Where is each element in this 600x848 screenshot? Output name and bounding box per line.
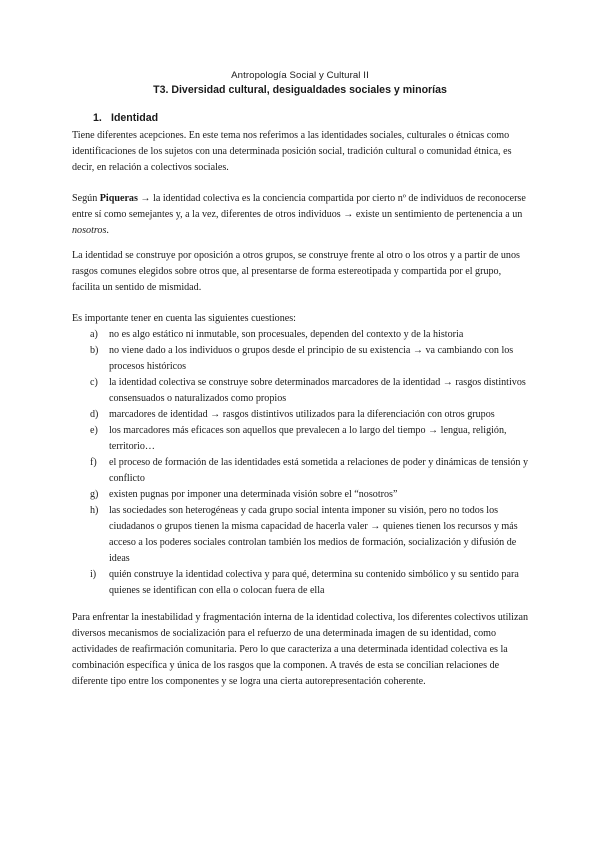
list-marker: b) xyxy=(90,345,99,356)
paragraph-definition: Tiene diferentes acepciones. En este tema nos referimos a las identidades sociales, culturales o étnicas como identificaciones de los sujetos con una determinada posición social, tradición cultural o comunidad étnica, es decir, en relación a colectivos sociales. xyxy=(72,130,512,173)
list-item xyxy=(72,487,530,503)
list-item-text: la identidad colectiva se construye sobre determinados marcadores de la identidad → rasgos distintivos consensuados o naturalizados como propios xyxy=(109,377,526,404)
paragraph-end: . xyxy=(106,225,109,236)
list-marker: i) xyxy=(90,569,97,580)
section-number: 1. xyxy=(93,112,102,124)
list-item-text: no viene dado a los individuos o grupos desde el principio de su existencia → va cambiando con los procesos históricos xyxy=(109,345,514,372)
list-marker: e) xyxy=(90,425,98,436)
paragraph-body: → la identidad colectiva es la conciencia compartida por cierto nº de individuos de reconocerse entre sí como semejantes y, a la vez, diferentes de otros individuos → existe un sentimiento de pertenencia a un xyxy=(72,193,526,220)
section-title: Identidad xyxy=(111,112,159,124)
list-item-text: las sociedades son heterogéneas y cada grupo social intenta imponer su visión, pero no todos los ciudadanos o grupos tienen la misma capacidad de hacerla valer → quienes tienen los recursos y más acceso a los poderes sociales controlan también los medios de formación, socialización y difusión de ideas xyxy=(109,505,518,564)
list-marker: d) xyxy=(90,409,99,420)
emphasized-term: nosotros xyxy=(72,225,107,236)
list-item xyxy=(72,423,530,455)
course-name: Antropología Social y Cultural II xyxy=(231,70,369,81)
list-item xyxy=(72,503,530,567)
paragraph-list-intro: Es importante tener en cuenta las siguientes cuestiones: xyxy=(72,313,296,324)
list-item xyxy=(72,375,530,407)
paragraph-prefix: Según xyxy=(72,193,100,204)
list-item xyxy=(72,343,530,375)
list-marker: g) xyxy=(90,489,99,500)
issues-list xyxy=(72,327,530,599)
paragraph-construction: La identidad se construye por oposición a otros grupos, se construye frente al otro o los otros y a partir de unos rasgos comunes elegidos sobre otros que, al presentarse de forma estereotipada y compartida por el grupo, facilita un sentido de mismidad. xyxy=(72,250,520,293)
paragraph-piqueras xyxy=(72,191,530,239)
list-item xyxy=(72,567,530,599)
list-item-text: quién construye la identidad colectiva y para qué, determina su contenido simbólico y su sentido para quienes se identifican con ella o colocan fuera de ella xyxy=(109,569,519,596)
list-item-text: no es algo estático ni inmutable, son procesuales, dependen del contexto y de la historia xyxy=(109,329,464,340)
list-item xyxy=(72,407,530,423)
list-item-text: los marcadores más eficaces son aquellos que prevalecen a lo largo del tiempo → lengua, religión, territorio… xyxy=(109,425,507,452)
list-item xyxy=(72,327,530,343)
document-title: T3. Diversidad cultural, desigualdades sociales y minorías xyxy=(153,84,447,96)
list-item-text: el proceso de formación de las identidades está sometida a relaciones de poder y dinámicas de tensión y conflicto xyxy=(109,457,529,484)
paragraph-socialization: Para enfrentar la inestabilidad y fragmentación interna de la identidad colectiva, los diferentes colectivos utilizan diversos mecanismos de socialización para el refuerzo de una determinada imagen de su identidad, como actividades de reafirmación comunitaria. Pero lo que caracteriza a una determinada identidad colectiva es la combinación específica y única de los rasgos que la componen. A través de esta se concilian relaciones de diferente tipo entre los componentes y se logra una cierta autorepresentación coherente. xyxy=(72,612,528,687)
list-item-text: existen pugnas por imponer una determinada visión sobre el “nosotros” xyxy=(109,489,398,500)
list-marker: c) xyxy=(90,377,98,388)
list-marker: a) xyxy=(90,329,98,340)
list-marker: f) xyxy=(90,457,97,468)
list-item-text: marcadores de identidad → rasgos distintivos utilizados para la diferenciación con otros grupos xyxy=(109,409,495,420)
section-heading xyxy=(93,112,158,124)
list-marker: h) xyxy=(90,505,99,516)
author-name: Piqueras xyxy=(99,193,138,204)
list-item xyxy=(72,455,530,487)
